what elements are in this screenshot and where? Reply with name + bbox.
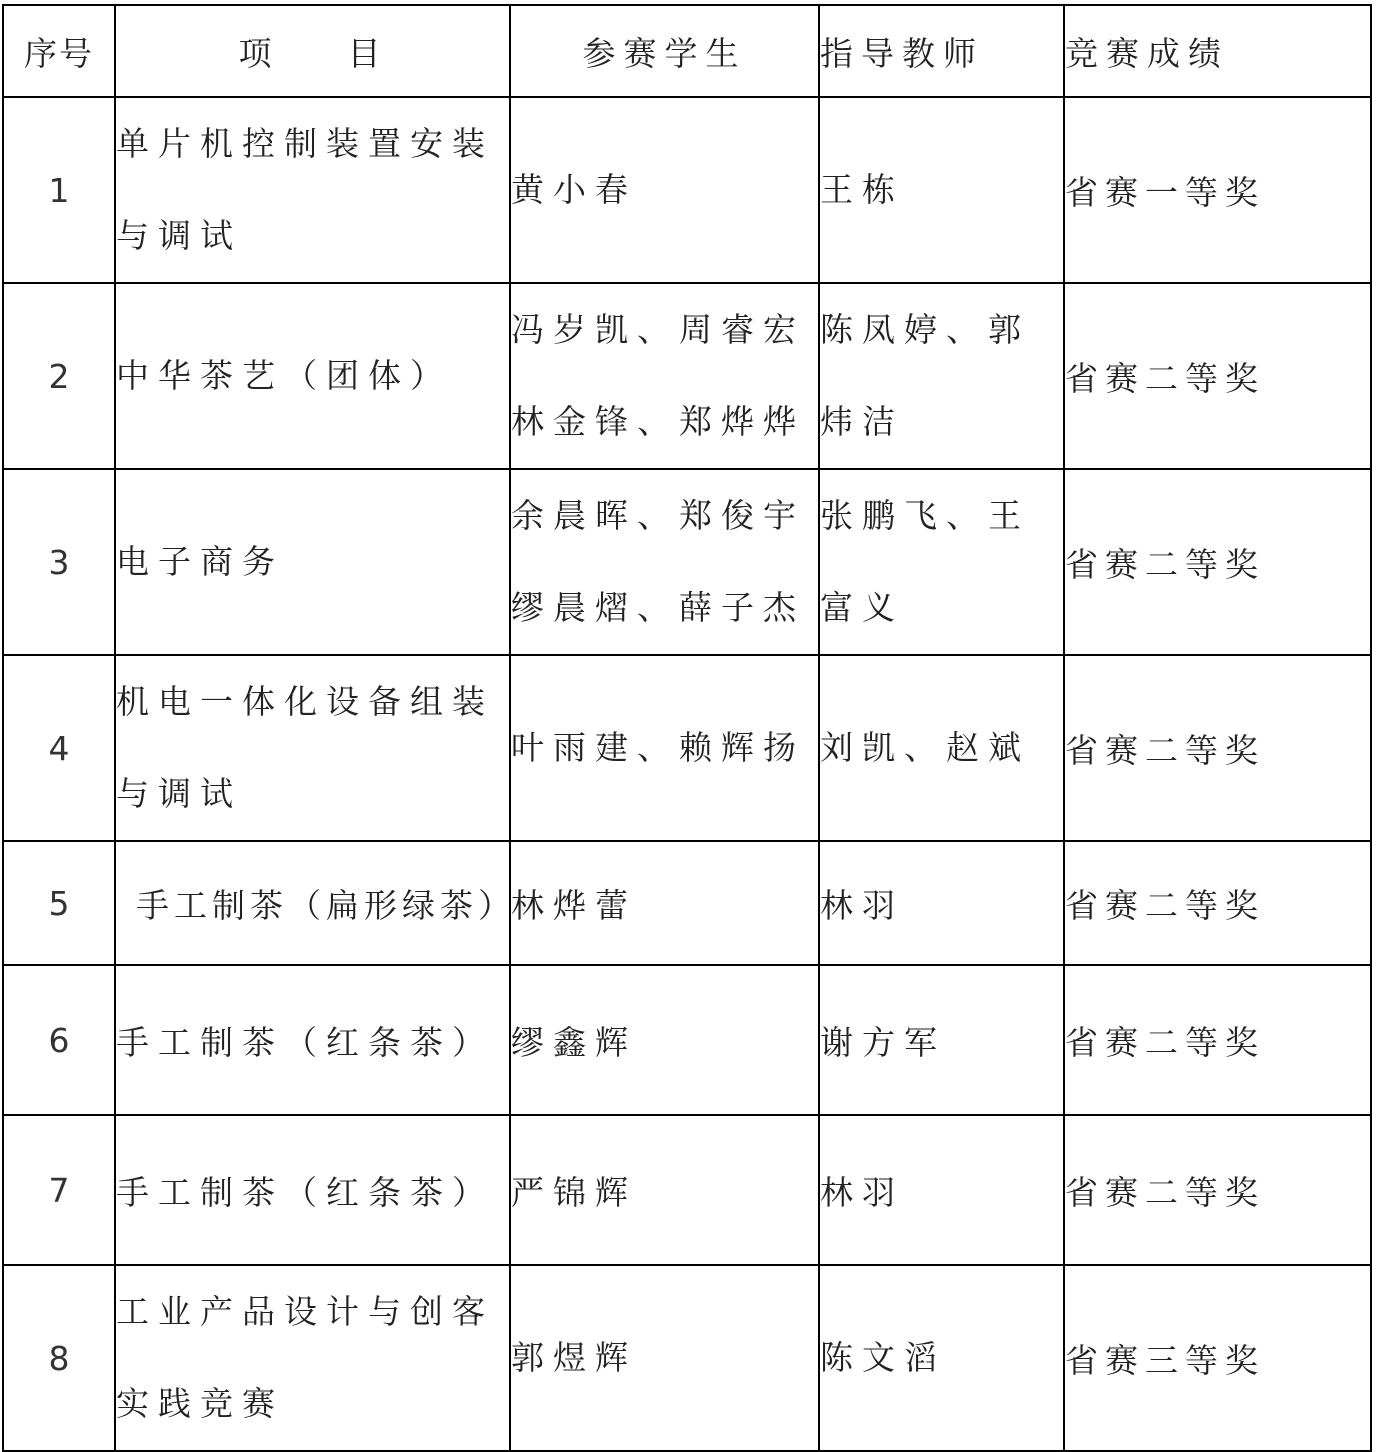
row-students [510, 283, 819, 469]
row-students [510, 97, 819, 283]
header-project [115, 5, 510, 97]
header-no: 序号 [3, 5, 115, 97]
header-students: 参赛学生 [510, 5, 819, 97]
row-no: 4 [3, 655, 115, 841]
row-teachers-text: 陈凤婷、郭 炜洁 [820, 310, 1030, 441]
row-project [115, 655, 510, 841]
row-students-text: 余晨晖、郑俊宇 缪晨熠、薛子杰 [511, 496, 805, 627]
row-students: 林烨蕾 [510, 841, 819, 965]
row-no: 5 [3, 841, 115, 965]
row-students: 严锦辉 [510, 1115, 819, 1265]
table-row [3, 283, 1371, 469]
row-teachers: 林羽 [819, 1115, 1064, 1265]
row-students-text: 叶雨建、赖辉扬 [511, 728, 805, 767]
row-teachers: 谢方军 [819, 965, 1064, 1115]
table-row [3, 965, 1371, 1115]
row-project-text: 机电一体化设备组装 与调试 [116, 682, 494, 813]
row-students [510, 1265, 819, 1451]
row-students-text: 郭煜辉 [511, 1338, 637, 1377]
row-result: 省赛二等奖 [1064, 283, 1371, 469]
row-students-text: 黄小春 [511, 170, 637, 209]
row-no: 8 [3, 1265, 115, 1451]
row-project [115, 1265, 510, 1451]
row-no: 1 [3, 97, 115, 283]
row-project [115, 97, 510, 283]
awards-table [2, 4, 1372, 1452]
row-teachers-text: 陈文滔 [820, 1338, 946, 1377]
row-project [115, 469, 510, 655]
table-row [3, 655, 1371, 841]
row-teachers-text: 王栋 [820, 170, 904, 209]
row-teachers-text: 张鹏飞、王 富义 [820, 496, 1030, 627]
row-project: 手工制茶（扁形绿茶） [115, 841, 510, 965]
row-teachers: 林羽 [819, 841, 1064, 965]
table-row [3, 469, 1371, 655]
row-project: 手工制茶（红条茶） [115, 965, 510, 1115]
row-result: 省赛一等奖 [1064, 97, 1371, 283]
row-project-text: 中华茶艺（团体） [116, 356, 452, 395]
row-students [510, 469, 819, 655]
row-project: 手工制茶（红条茶） [115, 1115, 510, 1265]
row-result: 省赛三等奖 [1064, 1265, 1371, 1451]
row-students-text: 冯岁凯、周睿宏 林金锋、郑烨烨 [511, 310, 805, 441]
header-result: 竞赛成绩 [1064, 5, 1371, 97]
row-no: 7 [3, 1115, 115, 1265]
table-row [3, 841, 1371, 965]
header-project-a: 项 [238, 33, 278, 73]
row-project [115, 283, 510, 469]
row-teachers [819, 1265, 1064, 1451]
row-no: 3 [3, 469, 115, 655]
table-row [3, 97, 1371, 283]
row-teachers [819, 97, 1064, 283]
row-result: 省赛二等奖 [1064, 841, 1371, 965]
table-row [3, 1115, 1371, 1265]
row-result: 省赛二等奖 [1064, 655, 1371, 841]
row-no: 6 [3, 965, 115, 1115]
row-no: 2 [3, 283, 115, 469]
row-students [510, 655, 819, 841]
row-teachers [819, 283, 1064, 469]
row-teachers [819, 655, 1064, 841]
row-result: 省赛二等奖 [1064, 1115, 1371, 1265]
header-row [3, 5, 1371, 97]
row-result: 省赛二等奖 [1064, 469, 1371, 655]
row-teachers-text: 刘凯、赵斌 [820, 728, 1030, 767]
header-teachers: 指导教师 [819, 5, 1064, 97]
row-project-text: 电子商务 [116, 542, 284, 581]
row-result: 省赛二等奖 [1064, 965, 1371, 1115]
table-row [3, 1265, 1371, 1451]
header-project-b: 目 [347, 33, 387, 73]
row-project-text: 单片机控制装置安装 与调试 [116, 124, 494, 255]
row-project-text: 工业产品设计与创客 实践竞赛 [116, 1292, 494, 1423]
row-students: 缪鑫辉 [510, 965, 819, 1115]
row-teachers [819, 469, 1064, 655]
